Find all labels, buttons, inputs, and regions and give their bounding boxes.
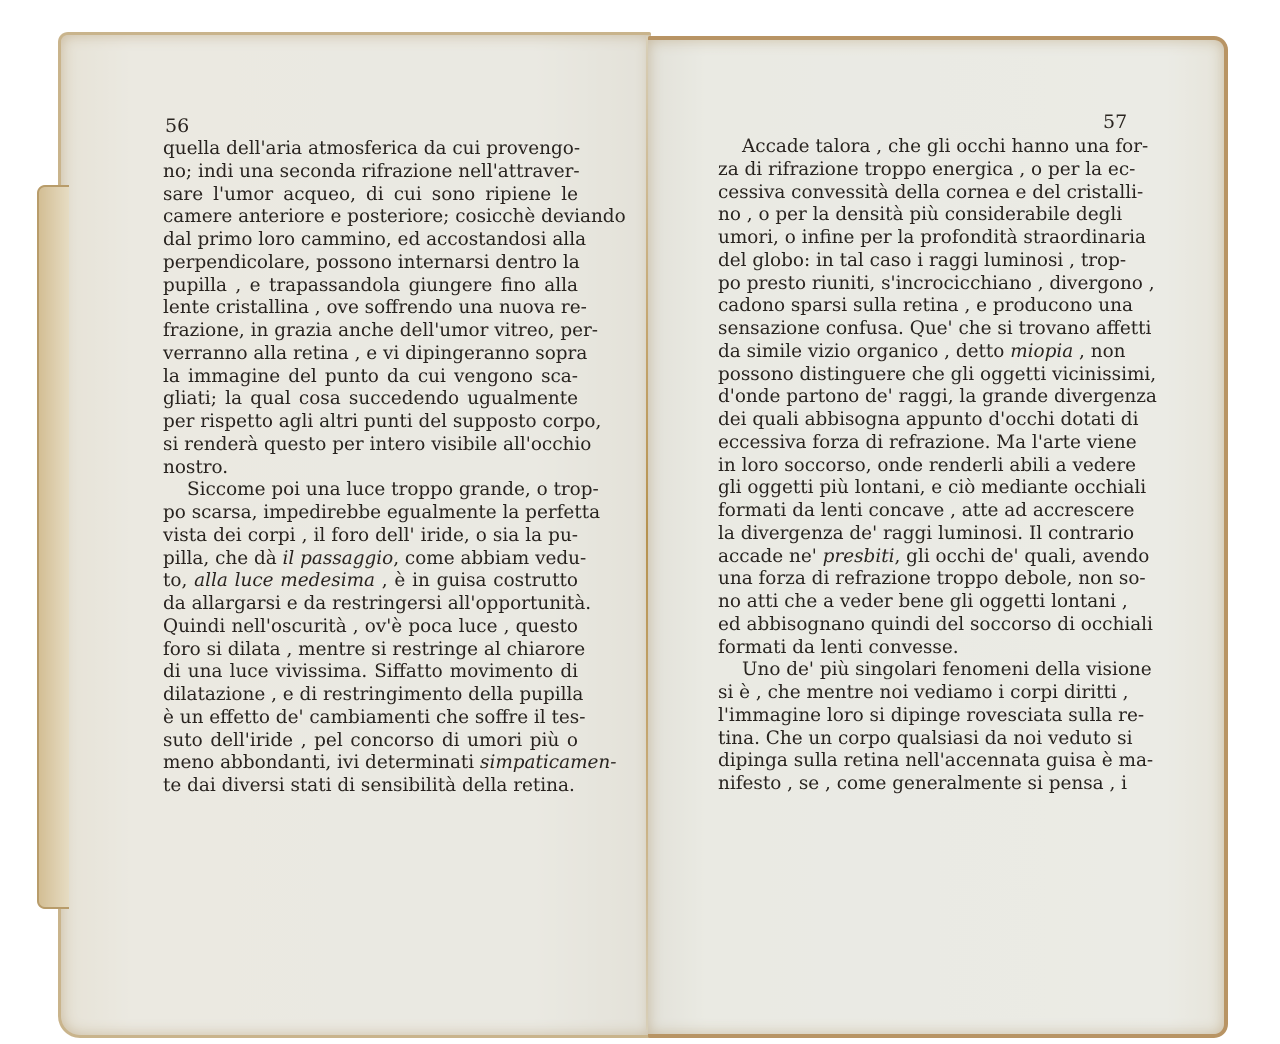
text-line: cessiva convessità della cornea e del cristalli- xyxy=(718,181,1144,203)
text-line: Accade talora , che gli occhi hanno una for- xyxy=(742,136,1149,157)
text-line: la immagine del punto da cui vengono sca- xyxy=(163,365,578,387)
book-gutter xyxy=(646,36,648,1030)
text-line: d'onde partono de' raggi, la grande divergenza xyxy=(718,386,1157,408)
text-line: po scarsa, impedirebbe egualmente la perfetta xyxy=(163,502,601,523)
text-line: nifesto , se , come generalmente si pensa , i xyxy=(718,773,1128,794)
text-line: gli oggetti più lontani, e ciò mediante occhiali xyxy=(718,477,1147,499)
text-line: accade ne' presbiti, gli occhi de' quali, avendo xyxy=(718,545,1150,567)
text-line: si renderà questo per intero visibile all'occhio xyxy=(163,433,592,455)
text-line: nostro. xyxy=(163,456,229,478)
text-line: foro si dilata , mentre si restringe al chiarore xyxy=(163,638,586,660)
text-line: Uno de' più singolari fenomeni della visione xyxy=(742,659,1152,681)
text-line: sare l'umor acqueo, di cui sono ripiene le xyxy=(163,183,578,205)
text-line: cadono sparsi sulla retina , e producono una xyxy=(718,295,1133,317)
page-number-left: 56 xyxy=(165,115,190,137)
text-line: meno abbondanti, ivi determinati simpaticamen- xyxy=(163,752,617,774)
text-line: una forza di refrazione troppo debole, non so- xyxy=(718,568,1146,590)
text-line: no , o per la densità più considerabile degli xyxy=(718,204,1123,226)
text-line: da allargarsi e da restringersi all'opportunità. xyxy=(163,593,592,614)
text-line: umori, o infine per la profondità straordinaria xyxy=(718,227,1146,248)
text-line: gliati; la qual cosa succedendo ugualmente xyxy=(163,388,578,410)
text-line: po presto riuniti, s'incrocicchiano , divergono , xyxy=(718,272,1155,294)
italic-term: presbiti xyxy=(822,545,895,567)
text-line: lente cristallina , ove soffrendo una nuova re- xyxy=(163,297,587,319)
text-line: pupilla , e trapassandola giungere fino alla xyxy=(163,274,578,296)
text-line: ed abbisognano quindi del soccorso di occhiali xyxy=(718,613,1153,635)
text-line: è un effetto de' cambiamenti che soffre il tes- xyxy=(163,706,586,728)
text-line: to, alla luce medesima , è in guisa costrutto xyxy=(163,570,579,592)
text-line: sensazione confusa. Que' che si trovano affetti xyxy=(718,318,1152,339)
text-line: Quindi nell'oscurità , ov'è poca luce , questo xyxy=(163,615,578,637)
italic-term: alla luce medesima xyxy=(194,570,375,592)
text-line: suto dell'iride , pel concorso di umori più o xyxy=(163,729,578,751)
text-line: formati da lenti concave , atte ad accrescere xyxy=(718,500,1135,521)
text-line: perpendicolare, possono internarsi dentro la xyxy=(163,251,580,273)
right-text-column xyxy=(718,136,1157,796)
text-line: Siccome poi una luce troppo grande, o trop- xyxy=(187,479,599,501)
text-line: in loro soccorso, onde renderli abili a vedere xyxy=(718,454,1137,476)
text-line: vista dei corpi , il foro dell' iride, o sia la pu- xyxy=(163,524,578,546)
italic-term: miopia xyxy=(1010,340,1074,362)
page-number-right: 57 xyxy=(1103,111,1128,133)
text-line: pilla, che dà il passaggio, come abbiam vedu- xyxy=(163,547,587,569)
text-line: del globo: in tal caso i raggi luminosi , trop- xyxy=(718,249,1127,271)
text-line: dal primo loro cammino, ed accostandosi alla xyxy=(163,229,587,250)
worn-page-edges xyxy=(37,185,69,909)
text-line: frazione, in grazia anche dell'umor vitreo, per- xyxy=(163,320,599,341)
text-line: za di rifrazione troppo energica , o per la ec- xyxy=(718,158,1136,180)
text-line: per rispetto agli altri punti del supposto corpo, xyxy=(163,411,602,432)
text-line: si è , che mentre noi vediamo i corpi diritti , xyxy=(718,682,1129,703)
text-line: eccessiva forza di refrazione. Ma l'arte viene xyxy=(718,431,1137,453)
italic-term: simpaticamen- xyxy=(480,752,617,774)
text-line: formati da lenti convesse. xyxy=(718,636,959,658)
text-line: dilatazione , e di restringimento della pupilla xyxy=(163,684,584,705)
text-line: tina. Che un corpo qualsiasi da noi veduto si xyxy=(718,727,1133,749)
text-line: no atti che a veder bene gli oggetti lontani , xyxy=(718,591,1128,612)
text-line: camere anteriore e posteriore; cosicchè deviando xyxy=(163,206,626,228)
text-line: quella dell'aria atmosferica da cui provengo- xyxy=(163,138,581,159)
text-line: no; indi una seconda rifrazione nell'attraver- xyxy=(163,160,580,182)
text-line: dei quali abbisogna appunto d'occhi dotati di xyxy=(718,409,1139,430)
left-text-column xyxy=(163,138,626,798)
text-line: di una luce vivissima. Siffatto movimento di xyxy=(163,661,578,683)
text-line: verranno alla retina , e vi dipingeranno sopra xyxy=(163,342,588,364)
text-line: dipinga sulla retina nell'accennata guisa è ma- xyxy=(718,750,1154,772)
text-line: l'immagine loro si dipinge rovesciata sulla re- xyxy=(718,704,1145,726)
text-line: possono distinguere che gli oggetti vicinissimi, xyxy=(718,363,1157,385)
text-line: te dai diversi stati di sensibilità della retina. xyxy=(163,775,575,796)
text-line: da simile vizio organico , detto miopia , non xyxy=(718,340,1126,362)
italic-term: il passaggio xyxy=(282,547,394,569)
text-line: la divergenza de' raggi luminosi. Il contrario xyxy=(718,522,1135,544)
